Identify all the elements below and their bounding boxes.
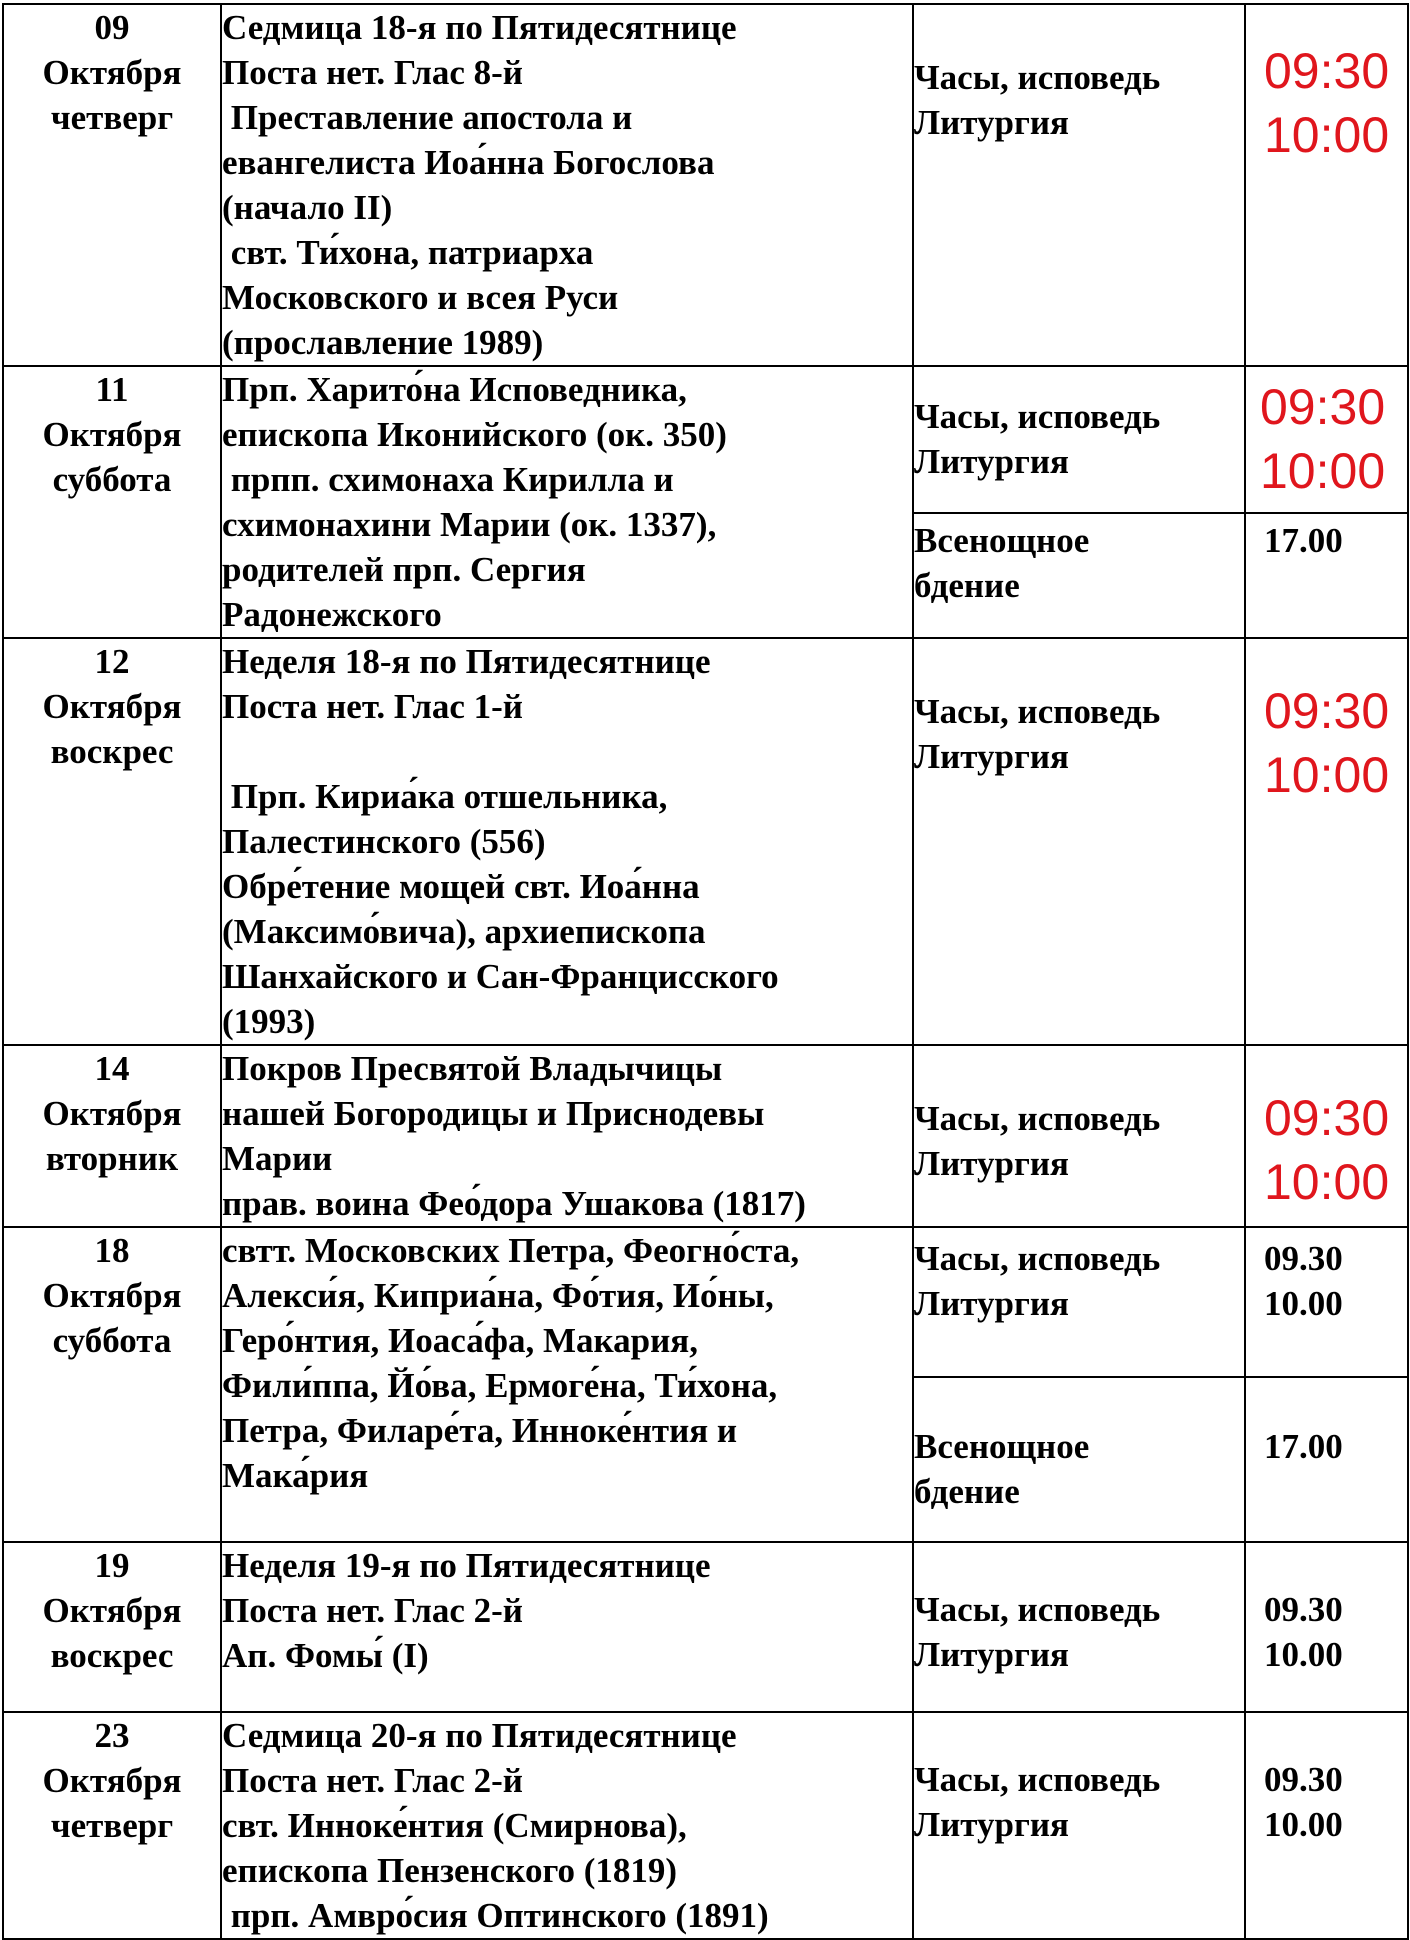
month: Октября — [42, 1276, 182, 1315]
service-time: 09.30 — [1264, 1760, 1343, 1799]
service-cell — [913, 1045, 1245, 1227]
day-number: 23 — [94, 1716, 130, 1755]
service-cell — [913, 513, 1245, 638]
description-line: Шанхайского и Сан-Францисского — [222, 957, 779, 996]
time-cell — [1245, 1045, 1408, 1227]
service-time: 10.00 — [1264, 1284, 1343, 1323]
description-line: Поста нет. Глас 2-й — [222, 1761, 523, 1800]
service-name: Литургия — [914, 737, 1069, 776]
description-line: Седмица 18-я по Пятидесятнице — [222, 8, 737, 47]
description-line: свтт. Московских Петра, Феогно́ста, — [222, 1231, 800, 1270]
service-name: Литургия — [914, 1144, 1069, 1183]
description-line: епископа Иконийского (ок. 350) — [222, 415, 727, 454]
description-line: Геро́нтия, Иоаса́фа, Макария, — [222, 1321, 698, 1360]
service-name: Часы, исповедь — [914, 1099, 1161, 1138]
weekday: суббота — [52, 460, 172, 499]
time-cell — [1245, 1377, 1408, 1542]
service-name: Литургия — [914, 442, 1069, 482]
service-cell — [913, 366, 1245, 513]
weekday: вторник — [45, 1139, 179, 1178]
date-cell — [3, 366, 221, 638]
day-number: 09 — [94, 8, 130, 47]
description-line: Петра, Филаре́та, Иннoке́нтия и — [222, 1411, 738, 1450]
description-line: Прп. Кириа́ка отшельника, — [222, 777, 668, 816]
description-cell — [221, 1712, 913, 1939]
schedule-row — [3, 1712, 1408, 1939]
description-line: прпп. схимонаха Кирилла и — [222, 460, 674, 499]
description-line: Ап. Фомы́ (I) — [222, 1636, 429, 1675]
description-line: Неделя 19-я по Пятидесятнице — [222, 1546, 711, 1585]
service-time: 10:00 — [1264, 107, 1390, 163]
month: Октября — [42, 1761, 182, 1800]
description-line: свт. Иннoке́нтия (Смирнова), — [222, 1806, 687, 1845]
time-cell — [1245, 1542, 1408, 1712]
description-line: Мака́рия — [222, 1456, 369, 1495]
description-cell — [221, 638, 913, 1045]
schedule-table — [2, 3, 1409, 1940]
service-name: Часы, исповедь — [914, 1239, 1161, 1278]
service-time: 10:00 — [1260, 443, 1386, 500]
description-line: Палестинского (556) — [222, 822, 546, 861]
weekday: четверг — [50, 1806, 174, 1845]
service-time: 10.00 — [1264, 1635, 1343, 1674]
schedule-row — [3, 4, 1408, 366]
description-line: Московского и всея Руси — [222, 278, 619, 317]
description-line: Радонежского — [222, 595, 442, 634]
service-time: 10:00 — [1264, 747, 1390, 803]
schedule-row — [3, 638, 1408, 1045]
day-number: 11 — [95, 370, 129, 409]
description-line: Марии — [222, 1139, 333, 1178]
service-name: Часы, исповедь — [914, 1760, 1161, 1799]
description-line: Седмица 20-я по Пятидесятнице — [222, 1716, 737, 1755]
service-time: 17.00 — [1264, 520, 1343, 560]
service-name: Часы, исповедь — [914, 58, 1161, 97]
time-cell — [1245, 513, 1408, 638]
service-name: Часы, исповедь — [914, 1590, 1161, 1629]
day-number: 14 — [94, 1049, 130, 1088]
schedule-row — [3, 366, 1408, 513]
service-cell — [913, 4, 1245, 366]
date-cell — [3, 638, 221, 1045]
time-cell — [1245, 1227, 1408, 1377]
service-cell — [913, 638, 1245, 1045]
date-cell — [3, 1045, 221, 1227]
description-line: Неделя 18-я по Пятидесятнице — [222, 642, 711, 681]
description-line: родителей прп. Сергия — [222, 550, 586, 589]
description-line: Поста нет. Глас 8-й — [222, 53, 523, 92]
date-cell — [3, 1227, 221, 1542]
description-line: Алекси́я, Киприа́на, Фо́тия, Ио́ны, — [222, 1276, 774, 1315]
day-number: 12 — [94, 642, 130, 681]
description-cell — [221, 1542, 913, 1712]
service-time: 09.30 — [1264, 1590, 1343, 1629]
description-cell — [221, 366, 913, 638]
weekday: воскрес — [50, 732, 174, 771]
service-time: 09:30 — [1264, 1090, 1390, 1146]
service-name: Литургия — [914, 1284, 1069, 1323]
month: Октября — [42, 415, 182, 454]
time-cell — [1245, 638, 1408, 1045]
description-line: Поста нет. Глас 1-й — [222, 687, 523, 726]
service-cell — [913, 1377, 1245, 1542]
description-line: Покров Пресвятой Владычицы — [222, 1049, 723, 1088]
weekday: воскрес — [50, 1636, 174, 1675]
service-name: бдение — [914, 565, 1020, 605]
description-line: (Максимо́вича), архиепископа — [222, 912, 706, 951]
description-line: Прп. Харито́на Исповедника, — [222, 370, 687, 409]
service-time: 09:30 — [1260, 379, 1386, 436]
description-line: Преставление апостола и — [222, 98, 633, 137]
month: Октября — [42, 53, 182, 92]
service-name: Часы, исповедь — [914, 692, 1161, 731]
service-time: 10:00 — [1264, 1154, 1390, 1210]
schedule-row — [3, 1227, 1408, 1377]
day-number: 18 — [94, 1231, 130, 1270]
description-line: нашей Богородицы и Приснодевы — [222, 1094, 765, 1133]
month: Октября — [42, 1591, 182, 1630]
description-line: евангелиста Иоа́нна Богослова — [222, 143, 715, 182]
service-name: Часы, исповедь — [914, 397, 1161, 437]
month: Октября — [42, 687, 182, 726]
service-name: Литургия — [914, 103, 1069, 142]
description-line: епископа Пензенского (1819) — [222, 1851, 678, 1890]
description-cell — [221, 1045, 913, 1227]
date-cell — [3, 1712, 221, 1939]
description-line: Обре́тение мощей свт. Иоа́нна — [222, 867, 700, 906]
description-line: прав. воина Фео́дора Ушакова (1817) — [222, 1184, 806, 1223]
service-time: 09:30 — [1264, 683, 1390, 739]
service-name: Всенощное — [914, 520, 1090, 560]
description-cell — [221, 4, 913, 366]
date-cell — [3, 1542, 221, 1712]
schedule-row — [3, 1542, 1408, 1712]
description-line: прп. Амвро́сия Оптинского (1891) — [222, 1896, 769, 1935]
schedule-row — [3, 1045, 1408, 1227]
month: Октября — [42, 1094, 182, 1133]
description-line: Поста нет. Глас 2-й — [222, 1591, 523, 1630]
description-line: схимонахини Марии (ок. 1337), — [222, 505, 717, 544]
service-time: 09.30 — [1264, 1239, 1343, 1278]
service-time: 10.00 — [1264, 1805, 1343, 1844]
day-number: 19 — [94, 1546, 130, 1585]
date-cell — [3, 4, 221, 366]
service-time: 17.00 — [1264, 1427, 1343, 1466]
description-line: (1993) — [222, 1002, 316, 1041]
description-line: свт. Ти́хона, патриарха — [222, 233, 594, 272]
service-cell — [913, 1227, 1245, 1377]
weekday: суббота — [52, 1321, 172, 1360]
description-cell — [221, 1227, 913, 1542]
service-time: 09:30 — [1264, 43, 1390, 99]
service-cell — [913, 1712, 1245, 1939]
service-name: Всенощное — [914, 1427, 1090, 1466]
description-line — [222, 729, 912, 774]
time-cell — [1245, 366, 1408, 513]
description-line: Фили́ппа, Йо́ва, Ермоге́на, Ти́хона, — [222, 1366, 778, 1405]
description-line: (начало II) — [222, 188, 393, 227]
service-cell — [913, 1542, 1245, 1712]
time-cell — [1245, 4, 1408, 366]
service-name: Литургия — [914, 1805, 1069, 1844]
description-line: (прославление 1989) — [222, 323, 544, 362]
weekday: четверг — [50, 98, 174, 137]
service-name: бдение — [914, 1472, 1020, 1511]
time-cell — [1245, 1712, 1408, 1939]
service-name: Литургия — [914, 1635, 1069, 1674]
